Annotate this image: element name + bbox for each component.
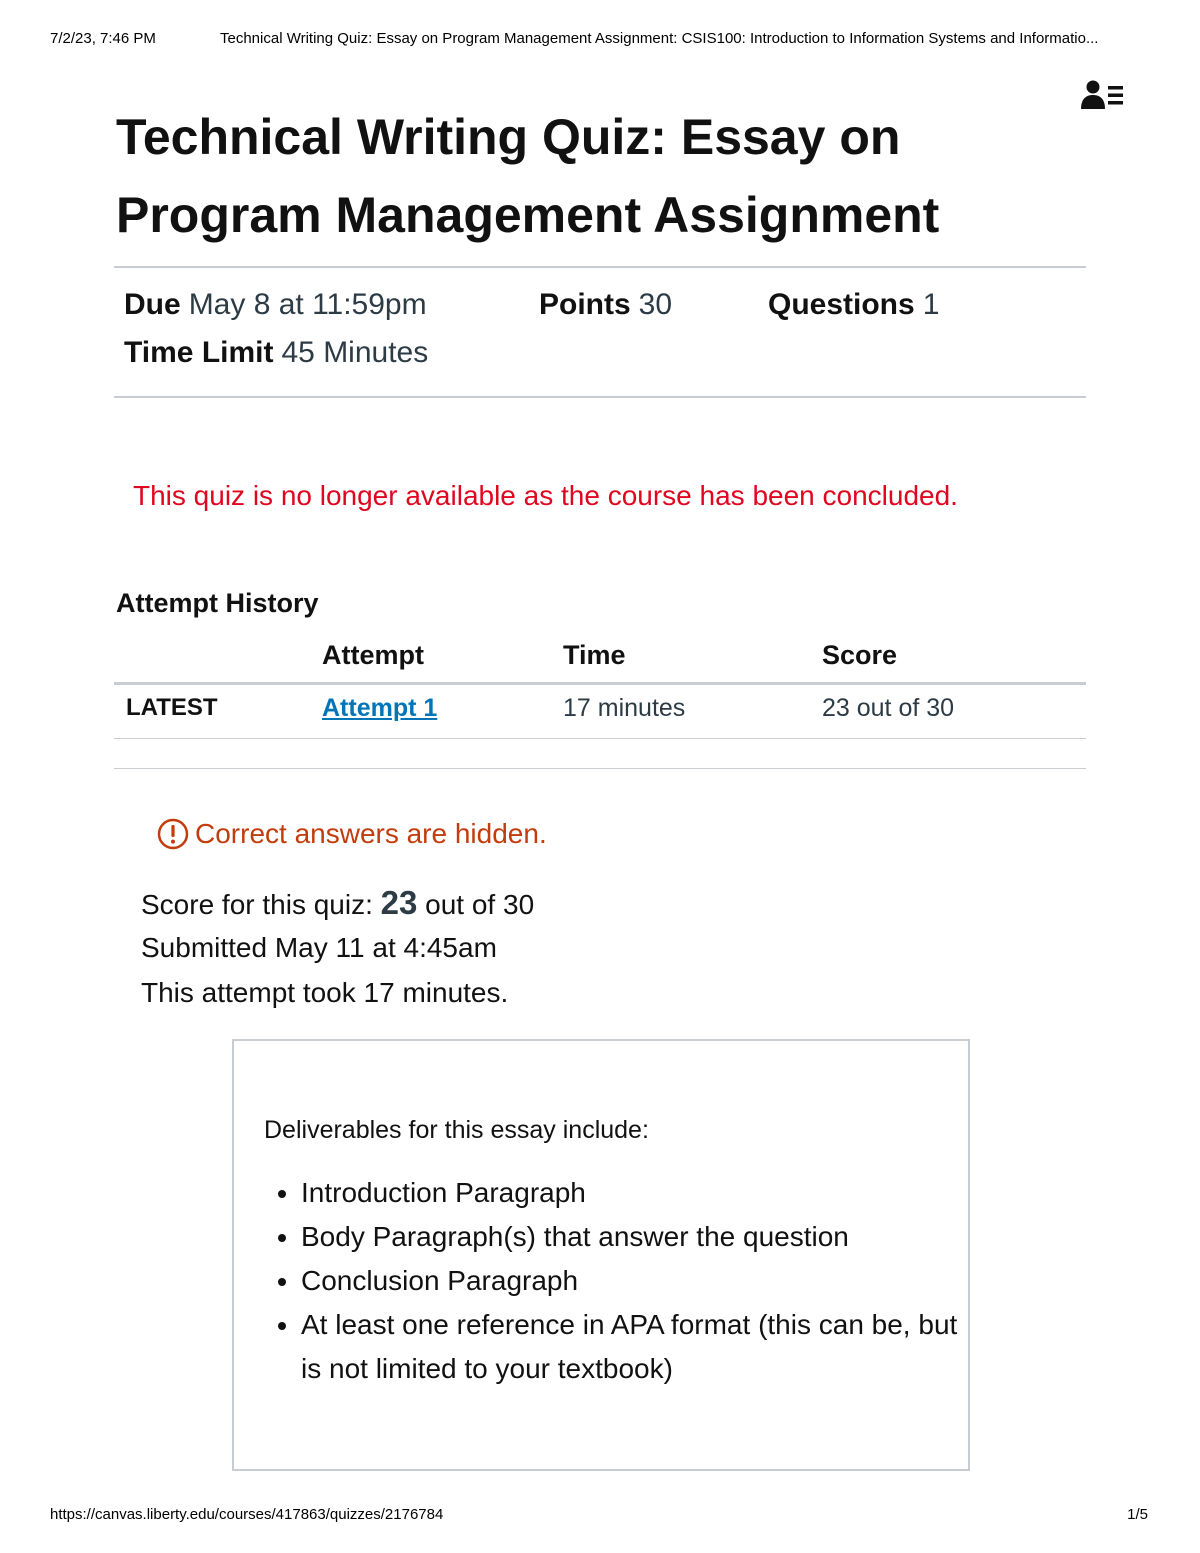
- column-header-attempt: Attempt: [322, 640, 424, 670]
- time-limit-label: Time Limit: [124, 336, 274, 369]
- list-item: • Introduction Paragraph: [301, 1171, 981, 1215]
- table-header-divider: [114, 682, 1086, 685]
- submitted-time: Submitted May 11 at 4:45am: [141, 932, 497, 963]
- course-concluded-notice: This quiz is no longer available as the course has been concluded.: [133, 480, 958, 511]
- list-item: • At least one reference in APA format (this can be, but is not limited to your textbook): [301, 1303, 981, 1391]
- due-value: May 8 at 11:59pm: [188, 288, 427, 321]
- table-bottom-divider: [114, 738, 1086, 739]
- points-label: Points: [539, 288, 631, 321]
- points: [539, 288, 672, 322]
- question-box: [232, 1039, 970, 1471]
- meta-divider: [114, 396, 1086, 398]
- page-title: Technical Writing Quiz: Essay on Program Management Assignment: [116, 109, 940, 243]
- print-header: [50, 30, 1148, 47]
- score-suffix: out of 30: [425, 889, 535, 920]
- user-list-icon[interactable]: [1080, 80, 1124, 110]
- print-page-number: 1/5: [1127, 1506, 1148, 1523]
- question-intro: Deliverables for this essay include:: [264, 1116, 649, 1144]
- correct-answers-hidden-notice: [157, 818, 547, 850]
- attempt-duration: This attempt took 17 minutes.: [141, 977, 509, 1008]
- questions-label: Questions: [768, 288, 915, 321]
- correct-answers-hidden-text: Correct answers are hidden.: [195, 818, 547, 849]
- time-limit-value: 45 Minutes: [281, 336, 429, 369]
- print-datetime: 7/2/23, 7:46 PM: [50, 30, 156, 47]
- print-url: https://canvas.liberty.edu/courses/417863/quizzes/2176784: [50, 1506, 444, 1523]
- list-item: • Conclusion Paragraph: [301, 1259, 981, 1303]
- questions-count: [768, 288, 939, 322]
- section-divider: [114, 768, 1086, 769]
- score-value: 23: [380, 884, 418, 921]
- attempt-1-link[interactable]: Attempt 1: [322, 694, 438, 722]
- warning-icon: [157, 818, 189, 850]
- latest-badge: LATEST: [126, 694, 218, 721]
- attempt-history-heading: Attempt History: [116, 588, 319, 618]
- print-document-title: Technical Writing Quiz: Essay on Program Management Assignment: CSIS100: Introduction to Information Systems and Informatio...: [220, 30, 1099, 47]
- quiz-score: [141, 884, 534, 922]
- points-value: 30: [638, 288, 673, 321]
- title-divider: [114, 266, 1086, 268]
- time-limit: [124, 336, 428, 370]
- score-prefix: Score for this quiz:: [141, 889, 373, 920]
- due-label: Due: [124, 288, 181, 321]
- column-header-time: Time: [563, 640, 626, 670]
- column-header-score: Score: [822, 640, 898, 670]
- deliverables-list: [264, 1171, 981, 1391]
- attempt-score: 23 out of 30: [822, 694, 955, 722]
- list-item: • Body Paragraph(s) that answer the question: [301, 1215, 981, 1259]
- due-date: [124, 288, 427, 322]
- print-footer: [50, 1506, 1148, 1523]
- questions-value: 1: [922, 288, 940, 321]
- attempt-time: 17 minutes: [563, 694, 686, 722]
